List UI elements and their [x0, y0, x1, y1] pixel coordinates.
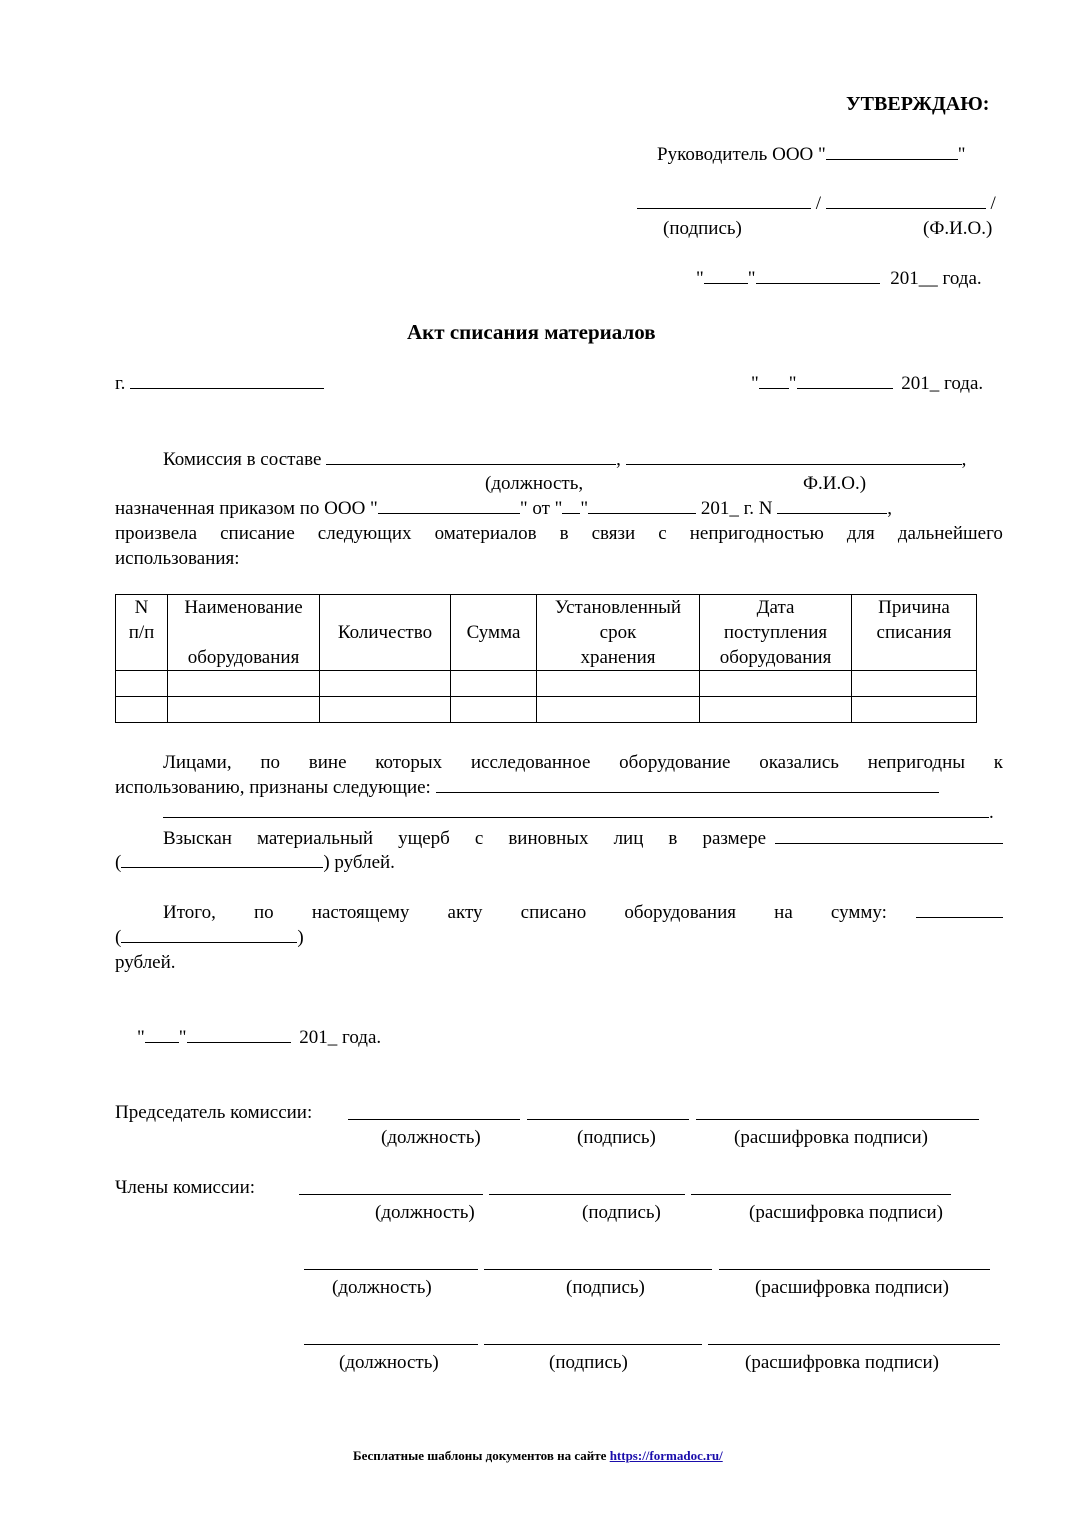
damage-line-2	[115, 853, 395, 872]
damage-line-1	[163, 829, 766, 848]
caption-fio: Ф.И.О.)	[803, 473, 867, 494]
table-cell[interactable]	[116, 671, 168, 697]
word: исследованное	[470, 752, 591, 773]
table-cell[interactable]	[700, 671, 852, 697]
approve-heading: УТВЕРЖДАЮ:	[846, 93, 990, 115]
header-line: п/п	[128, 622, 155, 643]
word: в	[559, 523, 569, 544]
chairman-cap-sign: (подпись)	[577, 1127, 656, 1148]
header-line: N	[134, 597, 149, 618]
word: по	[260, 752, 281, 773]
total-paren-close: )	[297, 927, 304, 948]
member3-sign-blank[interactable]	[484, 1330, 702, 1345]
act-day-blank[interactable]	[759, 374, 789, 389]
word: по	[254, 902, 274, 923]
header-line: Сумма	[466, 622, 521, 643]
guilty-line-3	[163, 803, 994, 822]
header-cell-quantity	[320, 595, 451, 671]
order-prefix: назначенная приказом по ООО "	[115, 498, 378, 519]
approve-sign-caption: (подпись)	[663, 218, 742, 239]
word: оборудование	[619, 752, 731, 773]
header-line: хранения	[580, 647, 656, 668]
header-line: Установленный	[554, 597, 682, 618]
caption-position: (должность,	[485, 473, 584, 494]
total-amount	[916, 903, 1003, 922]
word: с	[658, 523, 667, 544]
member3-position-blank[interactable]	[304, 1330, 478, 1345]
header-line	[170, 620, 317, 645]
slash-1: /	[815, 193, 822, 214]
city-line	[115, 374, 324, 393]
total-line-3: рублей.	[115, 952, 176, 973]
word: оматериалов	[434, 523, 537, 544]
commission-comma: ,	[616, 449, 621, 470]
header-line: Количество	[337, 622, 433, 643]
sign-day-blank[interactable]	[145, 1028, 179, 1043]
word: связи	[591, 523, 636, 544]
total-line-2	[115, 928, 304, 947]
header-cell-sum	[451, 595, 537, 671]
guilty-line-1	[163, 753, 1003, 772]
members-label: Члены комиссии:	[115, 1177, 256, 1198]
table-cell[interactable]	[700, 697, 852, 723]
act-date-mid: "	[788, 373, 797, 394]
sign-month-blank[interactable]	[187, 1028, 291, 1043]
word: акту	[447, 902, 483, 923]
commission-line	[163, 450, 966, 469]
commission-fio-blank[interactable]	[626, 450, 962, 465]
head-line	[657, 145, 966, 164]
approve-date	[696, 269, 982, 288]
word: оборудования	[624, 902, 736, 923]
guilty-names-blank-2[interactable]	[163, 803, 989, 818]
word: вине	[308, 752, 347, 773]
member1-sign-blank[interactable]	[489, 1180, 685, 1195]
commission-comma-2: ,	[961, 449, 967, 470]
word: списано	[520, 902, 587, 923]
header-line: Дата	[756, 597, 795, 618]
member1-position-blank[interactable]	[299, 1180, 483, 1195]
header-line: Наименование	[184, 597, 303, 618]
word: Лицами,	[163, 752, 232, 773]
header-line: списания	[876, 622, 952, 643]
member2-cap-decode: (расшифровка подписи)	[755, 1277, 949, 1298]
approve-sign-blank[interactable]	[637, 194, 811, 209]
chairman-cap-position: (должность)	[381, 1127, 481, 1148]
company-name-blank[interactable]	[826, 145, 958, 160]
member2-position-blank[interactable]	[304, 1255, 478, 1270]
word: Итого,	[163, 902, 216, 923]
table-row	[116, 671, 977, 697]
table-header-row	[116, 595, 977, 671]
guilty-names-blank[interactable]	[436, 778, 939, 793]
table-cell[interactable]	[320, 671, 451, 697]
approve-date-mid: "	[747, 268, 756, 289]
member1-cap-decode: (расшифровка подписи)	[749, 1202, 943, 1223]
sign-date-mid: "	[178, 1027, 187, 1048]
word: следующих	[317, 523, 412, 544]
guilty-line-2	[115, 778, 939, 797]
approve-sign-line	[637, 194, 996, 213]
order-quote: "	[580, 498, 589, 519]
chairman-sign-blank[interactable]	[527, 1105, 689, 1120]
table-cell[interactable]	[168, 671, 320, 697]
guilty-end: .	[989, 802, 994, 823]
member2-sign-blank[interactable]	[484, 1255, 712, 1270]
total-amount-blank[interactable]	[916, 903, 1003, 918]
approve-year: 201__ года.	[890, 268, 982, 289]
head-label: Руководитель ООО "	[657, 144, 826, 165]
act-date-open: "	[751, 373, 759, 394]
table-cell[interactable]	[451, 697, 537, 723]
order-month-blank[interactable]	[588, 499, 696, 514]
damage-amount	[775, 829, 1003, 848]
header-line: оборудования	[719, 647, 832, 668]
chairman-decode-blank[interactable]	[696, 1105, 979, 1120]
table-cell[interactable]	[168, 697, 320, 723]
table-cell[interactable]	[451, 671, 537, 697]
commission-line-3	[115, 524, 1003, 543]
table-cell[interactable]	[537, 697, 700, 723]
approve-date-open: "	[696, 268, 704, 289]
guilty-prefix: использованию, признаны следующие:	[115, 777, 431, 798]
header-line: оборудования	[187, 647, 300, 668]
order-number-blank[interactable]	[777, 499, 887, 514]
word: размере	[702, 828, 766, 849]
damage-words-blank[interactable]	[121, 853, 323, 868]
member1-cap-sign: (подпись)	[582, 1202, 661, 1223]
order-day-blank[interactable]	[562, 499, 580, 514]
order-company-blank[interactable]	[378, 499, 520, 514]
word: которых	[375, 752, 443, 773]
chairman-cap-decode: (расшифровка подписи)	[734, 1127, 928, 1148]
damage-amount-blank[interactable]	[775, 829, 1003, 844]
commission-position-blank[interactable]	[326, 450, 616, 465]
word: лиц	[613, 828, 644, 849]
approve-fio-blank[interactable]	[826, 194, 986, 209]
sign-year: 201_ года.	[299, 1027, 382, 1048]
footer	[353, 1449, 723, 1462]
sign-date	[137, 1028, 381, 1047]
damage-paren-open: (	[115, 852, 122, 873]
chairman-label: Председатель комиссии:	[115, 1102, 313, 1123]
header-line	[322, 595, 448, 620]
word: на	[774, 902, 793, 923]
header-cell-number	[116, 595, 168, 671]
act-date	[751, 374, 983, 393]
word: к	[993, 752, 1003, 773]
word: материальный	[256, 828, 374, 849]
head-quote: "	[957, 144, 966, 165]
word: виновных	[508, 828, 589, 849]
member2-decode-blank[interactable]	[719, 1255, 990, 1270]
table-cell[interactable]	[852, 697, 977, 723]
header-cell-date	[700, 595, 852, 671]
approve-day-blank[interactable]	[704, 269, 748, 284]
city-blank[interactable]	[130, 374, 324, 389]
header-line: Причина	[878, 597, 950, 618]
word: с	[474, 828, 484, 849]
total-words-blank[interactable]	[121, 928, 297, 943]
word: списание	[220, 523, 295, 544]
table-cell[interactable]	[852, 671, 977, 697]
city-prefix: г.	[115, 373, 126, 394]
word: произвела	[115, 523, 198, 544]
approve-fio-caption: (Ф.И.О.)	[923, 218, 993, 239]
order-line	[115, 499, 892, 518]
table-row	[116, 697, 977, 723]
word: Взыскан	[163, 828, 232, 849]
footer-link[interactable]: https://formadoc.ru/	[609, 1448, 723, 1463]
total-line-1	[163, 903, 887, 922]
member3-decode-blank[interactable]	[708, 1330, 1000, 1345]
page-title: Акт списания материалов	[407, 320, 656, 344]
commission-line-4: использования:	[115, 548, 240, 569]
footer-text: Бесплатные шаблоны документов на сайте	[353, 1448, 610, 1463]
word: оказались	[759, 752, 839, 773]
word: настоящему	[311, 902, 410, 923]
order-end: ,	[887, 498, 893, 519]
header-line: срок	[599, 622, 637, 643]
act-month-blank[interactable]	[797, 374, 893, 389]
table-cell[interactable]	[320, 697, 451, 723]
order-year: 201_ г. N	[700, 498, 773, 519]
word: сумму:	[830, 902, 887, 923]
word: для	[846, 523, 875, 544]
commission-prefix: Комиссия в составе	[163, 449, 322, 470]
word: в	[668, 828, 678, 849]
member2-cap-position: (должность)	[332, 1277, 432, 1298]
member1-decode-blank[interactable]	[691, 1180, 951, 1195]
approve-month-blank[interactable]	[756, 269, 880, 284]
header-line: поступления	[723, 622, 828, 643]
member3-cap-position: (должность)	[339, 1352, 439, 1373]
header-cell-storage	[537, 595, 700, 671]
member3-cap-sign: (подпись)	[549, 1352, 628, 1373]
damage-suffix: ) рублей.	[323, 852, 395, 873]
total-paren-open: (	[115, 927, 122, 948]
header-cell-reason	[852, 595, 977, 671]
table-cell[interactable]	[116, 697, 168, 723]
slash-2: /	[990, 193, 996, 214]
member2-cap-sign: (подпись)	[566, 1277, 645, 1298]
chairman-position-blank[interactable]	[348, 1105, 520, 1120]
table-cell[interactable]	[537, 671, 700, 697]
materials-table	[115, 594, 977, 723]
member1-cap-position: (должность)	[375, 1202, 475, 1223]
word: дальнейшего	[897, 523, 1003, 544]
member3-cap-decode: (расшифровка подписи)	[745, 1352, 939, 1373]
sign-date-open: "	[137, 1027, 145, 1048]
act-year: 201_ года.	[901, 373, 984, 394]
order-from: " от "	[519, 498, 563, 519]
header-line	[453, 595, 534, 620]
word: ущерб	[398, 828, 450, 849]
header-cell-name	[168, 595, 320, 671]
word: непригодны	[867, 752, 966, 773]
word: непригодностью	[689, 523, 824, 544]
